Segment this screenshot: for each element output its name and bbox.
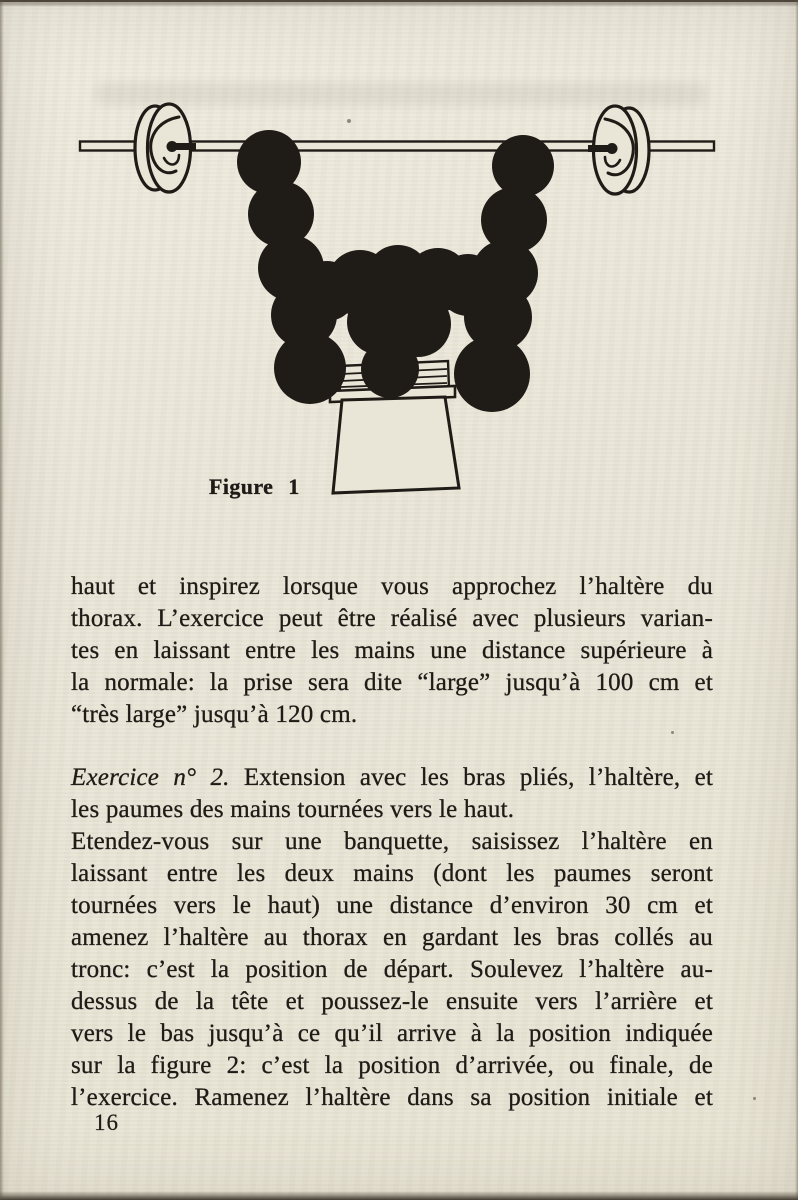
text-line: thorax. L’exercice peut être réalisé avec plusieurs varian- bbox=[71, 605, 713, 632]
bench-pedestal bbox=[333, 397, 459, 493]
text-line: l’exercice. Ramenez l’haltère dans sa position initiale et bbox=[71, 1084, 713, 1111]
text-line: sur la figure 2: c’est la position d’arrivée, ou finale, de bbox=[71, 1052, 713, 1079]
text-line: tournées vers le haut) une distance d’environ 30 cm et bbox=[71, 892, 713, 919]
exercise-title-rest: Extension avec les bras pliés, l’haltère, et bbox=[229, 764, 714, 791]
text-line: vers le bas jusqu’à ce qu’il arrive à la position indiquée bbox=[71, 1020, 713, 1047]
exercise-number-label: Exercice n° 2. bbox=[71, 764, 230, 791]
exercise-body-lines bbox=[71, 826, 713, 1114]
paragraph-exercise-2 bbox=[71, 762, 713, 1114]
exercise-title-line bbox=[71, 762, 713, 794]
paragraph-justified-lines bbox=[71, 571, 713, 699]
text-line: la normale: la prise sera dite “large” jusqu’à 100 cm et bbox=[71, 669, 713, 696]
athlete-silhouette bbox=[237, 130, 554, 412]
paragraph-last-line: “très large” jusqu’à 120 cm. bbox=[71, 701, 358, 728]
text-line: tes en laissant entre les mains une distance supérieure à bbox=[71, 637, 713, 664]
figure-caption: Figure 1 bbox=[209, 474, 300, 499]
page-number: 16 bbox=[94, 1110, 119, 1135]
paper-speck bbox=[753, 1097, 756, 1100]
paragraph-grip-variants bbox=[71, 571, 713, 731]
paper-speck bbox=[671, 731, 674, 734]
text-line: tronc: c’est la position de départ. Soulevez l’haltère au- bbox=[71, 956, 713, 983]
scan-edge-bottom bbox=[0, 1191, 798, 1200]
text-line: amenez l’haltère au thorax en gardant les bras collés au bbox=[71, 924, 713, 951]
figure-1-illustration bbox=[0, 0, 798, 540]
exercise-title-line2: les paumes des mains tournées vers le haut. bbox=[71, 796, 515, 823]
barbell-plate-right-icon bbox=[588, 106, 649, 194]
text-line: laissant entre les deux mains (dont les paumes seront bbox=[71, 860, 713, 887]
text-line: Etendez-vous sur une banquette, saisissez l’haltère en bbox=[71, 828, 713, 855]
barbell-plate-left-icon bbox=[135, 104, 196, 192]
text-line: haut et inspirez lorsque vous approchez l’haltère du bbox=[71, 573, 713, 600]
text-line: dessus de la tête et poussez-le ensuite vers l’arrière et bbox=[71, 988, 713, 1015]
